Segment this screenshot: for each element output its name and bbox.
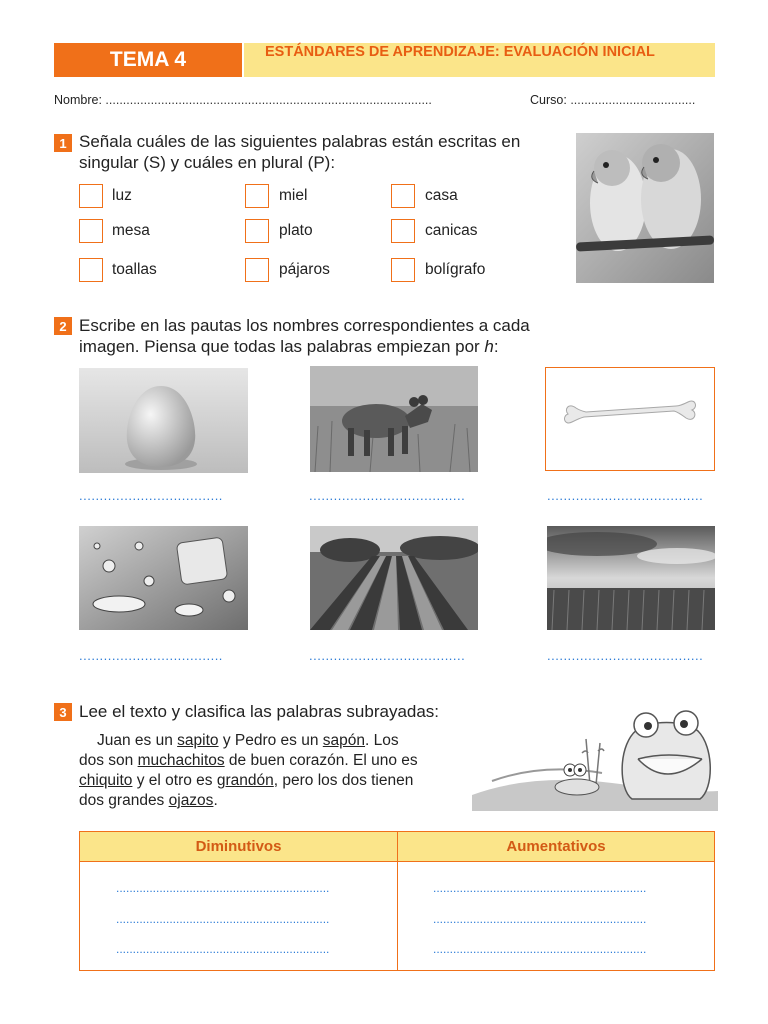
word-plato: plato: [279, 222, 313, 239]
underlined-word: muchachitos: [137, 752, 225, 769]
word-canicas: canicas: [425, 222, 478, 239]
question-2-line-1: Escribe en las pautas los nombres correspondientes a cada: [79, 316, 530, 335]
answer-line-5[interactable]: ......................................: [309, 648, 466, 663]
word-casa: casa: [425, 187, 458, 204]
question-2-text: [79, 315, 679, 357]
course-label: Curso:: [530, 93, 567, 107]
grass-field-image: [547, 526, 715, 630]
ice-image: [79, 526, 248, 630]
answer-line-2[interactable]: ......................................: [309, 488, 466, 503]
column-header-diminutivos: Diminutivos: [195, 838, 282, 855]
underlined-word: chiquito: [79, 772, 133, 789]
question-1-line-1: Señala cuáles de las siguientes palabras están escritas en: [79, 132, 521, 151]
checkbox-canicas[interactable]: [391, 219, 415, 243]
word-pajaros: pájaros: [279, 261, 330, 278]
word-luz: luz: [112, 187, 132, 204]
underlined-word: sapito: [177, 732, 219, 749]
hyena-image: [310, 366, 478, 472]
aumentativos-line-3[interactable]: ................................................................: [433, 942, 647, 956]
answer-line-6[interactable]: ......................................: [547, 648, 704, 663]
checkbox-plato[interactable]: [245, 219, 269, 243]
diminutivos-line-3[interactable]: ................................................................: [116, 942, 330, 956]
question-1-line-2: singular (S) y cuáles en plural (P):: [79, 153, 336, 172]
question-3-number: 3: [54, 703, 72, 721]
checkbox-pajaros[interactable]: [245, 258, 269, 282]
question-2-line-2: imagen. Piensa que todas las palabras empiezan por h:: [79, 337, 499, 356]
diminutivos-line-2[interactable]: ................................................................: [116, 912, 330, 926]
answer-line-1[interactable]: ...................................: [79, 488, 223, 503]
checkbox-miel[interactable]: [245, 184, 269, 208]
aumentativos-line-2[interactable]: ................................................................: [433, 912, 647, 926]
name-label: Nombre:: [54, 93, 102, 107]
standards-banner: [244, 43, 715, 77]
checkbox-boligrafo[interactable]: [391, 258, 415, 282]
standards-title: ESTÁNDARES DE APRENDIZAJE: EVALUACIÓN INICIAL: [265, 44, 655, 60]
answer-line-4[interactable]: ...................................: [79, 648, 223, 663]
underlined-word: ojazos: [168, 792, 214, 809]
bone-image: [545, 367, 715, 471]
column-header-aumentativos: Aumentativos: [506, 838, 606, 855]
answer-line-3[interactable]: ......................................: [547, 488, 704, 503]
tema-title: TEMA 4: [54, 43, 242, 77]
question-1-text: [79, 131, 569, 173]
vegetable-garden-image: [310, 526, 478, 630]
word-mesa: mesa: [112, 222, 150, 239]
name-field[interactable]: [54, 93, 432, 107]
name-dots: ..............................................................................................: [105, 93, 432, 107]
aumentativos-line-1[interactable]: ................................................................: [433, 881, 647, 895]
checkbox-toallas[interactable]: [79, 258, 103, 282]
question-3-text: Lee el texto y clasifica las palabras subrayadas:: [79, 702, 440, 721]
story-text: Juan es un sapito y Pedro es un sapón. Los dos son muchachitos de buen corazón. El uno es chiquito y el otro es grandón, pero los dos tienen dos grandes ojazos.: [79, 732, 418, 809]
frogs-illustration: [472, 703, 718, 811]
parrots-image: [576, 133, 714, 283]
word-boligrafo: bolígrafo: [425, 261, 486, 278]
question-1-number: 1: [54, 134, 72, 152]
classification-table: [79, 831, 715, 971]
underlined-word: sapón: [322, 732, 366, 749]
egg-image: [79, 368, 248, 473]
diminutivos-line-1[interactable]: ................................................................: [116, 881, 330, 895]
question-2-number: 2: [54, 317, 72, 335]
course-dots: ....................................: [570, 93, 696, 107]
checkbox-luz[interactable]: [79, 184, 103, 208]
checkbox-casa[interactable]: [391, 184, 415, 208]
word-miel: miel: [279, 187, 308, 204]
underlined-word: grandón: [216, 772, 274, 789]
course-field[interactable]: [530, 93, 695, 107]
word-toallas: toallas: [112, 261, 157, 278]
checkbox-mesa[interactable]: [79, 219, 103, 243]
